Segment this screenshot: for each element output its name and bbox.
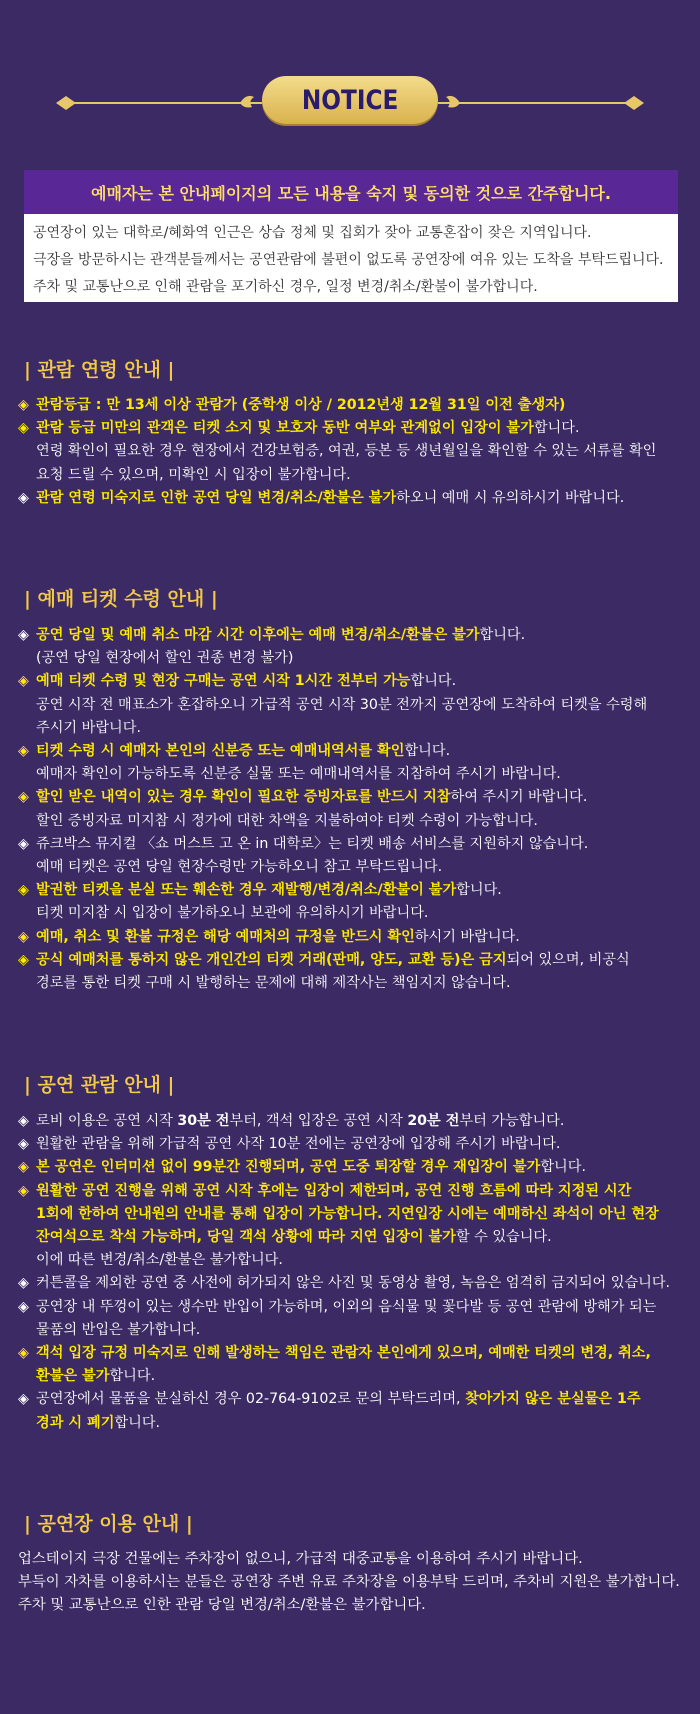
list-item: ◈ 할인 받은 내역이 있는 경우 확인이 필요한 증빙자료를 반드시 지참하여 주시기 바랍니다. bbox=[18, 786, 688, 809]
list-item: ◈ 객석 입장 규정 미숙지로 인해 발생하는 책임은 관람자 본인에게 있으며, 예매한 티켓의 변경, 취소, bbox=[18, 1342, 688, 1365]
list-item-continuation: 티켓 미지참 시 입장이 불가하오니 보관에 유의하시기 바랍니다. bbox=[36, 905, 429, 922]
list-item: ◈ 예매 티켓 수령 및 현장 구매는 공연 시작 1시간 전부터 가능합니다. bbox=[18, 670, 688, 693]
list-item-continuation: 경로를 통한 티켓 구매 시 발행하는 문제에 대해 제작사는 책임지지 않습니다. bbox=[36, 975, 511, 992]
list-item-continuation: 요청 드릴 수 있으며, 미확인 시 입장이 불가합니다. bbox=[36, 466, 351, 483]
list-item-continuation: 주시기 바랍니다. bbox=[36, 719, 141, 736]
diamond-left-icon bbox=[56, 96, 76, 110]
bullet-icon: ◈ bbox=[18, 420, 29, 437]
diamond-right-icon bbox=[624, 96, 644, 110]
section-age bbox=[18, 394, 688, 510]
list-item: ◈ 쥬크박스 뮤지컬 〈쇼 머스트 고 온 in 대학로〉는 티켓 배송 서비스를 지원하지 않습니다. bbox=[18, 833, 688, 856]
section-viewing bbox=[18, 1110, 688, 1435]
list-item: ◈ 발권한 티켓을 분실 또는 훼손한 경우 재발행/변경/취소/환불이 불가합니다. bbox=[18, 879, 688, 902]
list-item: ◈ 공연 당일 및 예매 취소 마감 시간 이후에는 예매 변경/취소/환불은 불가합니다. bbox=[18, 624, 688, 647]
list-item-continuation: 1회에 한하여 안내원의 안내를 통해 입장이 가능합니다. 지연입장 시에는 예매하신 좌석이 아닌 현장 bbox=[36, 1205, 659, 1222]
list-item: ◈ 커튼콜을 제외한 공연 중 사전에 허가되지 않은 사진 및 동영상 촬영, 녹음은 엄격히 금지되어 있습니다. bbox=[18, 1272, 688, 1295]
bullet-icon: ◈ bbox=[18, 397, 29, 413]
list-item: ◈ 관람등급 : 만 13세 이상 관람가 (중학생 이상 / 2012년생 12월 31일 이전 출생자) bbox=[18, 394, 688, 417]
bullet-icon: ◈ bbox=[18, 1298, 29, 1315]
bullet-icon: ◈ bbox=[18, 928, 29, 945]
agreement-line: 공연장이 있는 대학로/혜화역 인근은 상습 정체 및 집회가 잦아 교통혼잡이 잦은 지역입니다. bbox=[33, 225, 592, 241]
list-item: 부득이 자차를 이용하시는 분들은 공연장 주변 유료 주차장을 이용부탁 드리며, 주차비 지원은 불가합니다. bbox=[18, 1574, 680, 1591]
bullet-icon: ◈ bbox=[18, 882, 29, 899]
bullet-icon: ◈ bbox=[18, 1136, 29, 1153]
list-item-continuation: 물품의 반입은 불가합니다. bbox=[36, 1321, 201, 1338]
bullet-icon: ◈ bbox=[18, 951, 29, 968]
list-item: ◈ 로비 이용은 공연 시작 30분 전부터, 객석 입장은 공연 시작 20분 전부터 가능합니다. bbox=[18, 1110, 688, 1133]
notice-header bbox=[0, 76, 700, 128]
bullet-icon: ◈ bbox=[18, 1345, 29, 1362]
section-title-venue: | 공연장 이용 안내 | bbox=[24, 1513, 193, 1535]
agreement-box bbox=[24, 170, 678, 302]
agreement-line: 극장을 방문하시는 관객분들께서는 공연관람에 불편이 없도록 공연장에 여유 있는 도착을 부탁드립니다. bbox=[33, 252, 664, 268]
flourish-left-icon bbox=[240, 96, 254, 108]
agreement-title: 예매자는 본 안내페이지의 모든 내용을 숙지 및 동의한 것으로 간주합니다. bbox=[24, 170, 678, 214]
list-item-continuation: 연령 확인이 필요한 경우 현장에서 건강보험증, 여권, 등본 등 생년월일을 확인할 수 있는 서류를 확인 bbox=[36, 443, 657, 460]
list-item: 업스테이지 극장 건물에는 주차장이 없으니, 가급적 대중교통을 이용하여 주시기 바랍니다. bbox=[18, 1551, 583, 1567]
list-item: ◈ 관람 연령 미숙지로 인한 공연 당일 변경/취소/환불은 불가하오니 예매 시 유의하시기 바랍니다. bbox=[18, 487, 688, 510]
list-item: ◈ 공식 예매처를 통하지 않은 개인간의 티켓 거래(판매, 양도, 교환 등)은 금지되어 있으며, 비공식 bbox=[18, 949, 688, 972]
bullet-icon: ◈ bbox=[18, 743, 29, 760]
list-item-continuation: 환불은 불가합니다. bbox=[36, 1368, 156, 1385]
list-item-continuation: 이에 따른 변경/취소/환불은 불가합니다. bbox=[36, 1252, 283, 1269]
bullet-icon: ◈ bbox=[18, 1113, 29, 1129]
section-title-age: | 관람 연령 안내 | bbox=[24, 359, 175, 381]
section-title-viewing: | 공연 관람 안내 | bbox=[24, 1074, 175, 1096]
list-item: ◈ 공연장에서 물품을 분실하신 경우 02-764-9102로 문의 부탁드리며, 찾아가지 않은 분실물은 1주 bbox=[18, 1388, 688, 1411]
list-item: ◈ 티켓 수령 시 예매자 본인의 신분증 또는 예매내역서를 확인합니다. bbox=[18, 740, 688, 763]
bullet-icon: ◈ bbox=[18, 1275, 29, 1292]
bullet-icon: ◈ bbox=[18, 1182, 29, 1199]
agreement-line: 주차 및 교통난으로 인해 관람을 포기하신 경우, 일정 변경/취소/환불이 불가합니다. bbox=[33, 279, 538, 295]
list-item-continuation: 할인 증빙자료 미지참 시 정가에 대한 차액을 지불하여야 티켓 수령이 가능합니다. bbox=[36, 812, 538, 829]
list-item-continuation: 예매 티켓은 공연 당일 현장수령만 가능하오니 참고 부탁드립니다. bbox=[36, 859, 443, 876]
list-item: 주차 및 교통난으로 인한 관람 당일 변경/취소/환불은 불가합니다. bbox=[18, 1597, 426, 1614]
bullet-icon: ◈ bbox=[18, 673, 29, 690]
notice-label: NOTICE bbox=[301, 84, 399, 116]
bullet-icon: ◈ bbox=[18, 835, 29, 852]
list-item-continuation: 잔여석으로 착석 가능하며, 당일 객석 상황에 따라 지연 입장이 불가할 수 있습니다. bbox=[36, 1229, 552, 1246]
bullet-icon: ◈ bbox=[18, 1391, 29, 1408]
list-item: ◈ 본 공연은 인터미션 없이 99분간 진행되며, 공연 도중 퇴장할 경우 재입장이 불가합니다. bbox=[18, 1156, 688, 1179]
section-venue bbox=[18, 1548, 688, 1618]
section-ticket bbox=[18, 624, 688, 995]
list-item: ◈ 공연장 내 뚜껑이 있는 생수만 반입이 가능하며, 이외의 음식물 및 꽃다발 등 공연 관람에 방해가 되는 bbox=[18, 1296, 688, 1319]
list-item: ◈ 예매, 취소 및 환불 규정은 해당 예매처의 규정을 반드시 확인하시기 바랍니다. bbox=[18, 926, 688, 949]
bullet-icon: ◈ bbox=[18, 1159, 29, 1176]
list-item-continuation: 경과 시 폐기합니다. bbox=[36, 1414, 161, 1431]
agreement-lines bbox=[24, 214, 678, 301]
list-item: ◈ 원활한 공연 진행을 위해 공연 시작 후에는 입장이 제한되며, 공연 진행 흐름에 따라 지정된 시간 bbox=[18, 1180, 688, 1203]
bullet-icon: ◈ bbox=[18, 489, 29, 506]
list-item-continuation: (공연 당일 현장에서 할인 권종 변경 불가) bbox=[36, 650, 294, 667]
list-item: ◈ 관람 등급 미만의 관객은 티켓 소지 및 보호자 동반 여부와 관계없이 입장이 불가합니다. bbox=[18, 417, 688, 440]
bullet-icon: ◈ bbox=[18, 789, 29, 806]
flourish-right-icon bbox=[446, 96, 460, 108]
list-item: ◈ 원활한 관람을 위해 가급적 공연 사작 10분 전에는 공연장에 입장해 주시기 바랍니다. bbox=[18, 1133, 688, 1156]
bullet-icon: ◈ bbox=[18, 627, 29, 643]
notice-pill bbox=[262, 76, 438, 124]
section-title-ticket: | 예매 티켓 수령 안내 | bbox=[24, 588, 218, 610]
list-item-continuation: 공연 시작 전 매표소가 혼잡하오니 가급적 공연 시작 30분 전까지 공연장에 도착하여 티켓을 수령해 bbox=[36, 696, 648, 713]
list-item-continuation: 예매자 확인이 가능하도록 신분증 실물 또는 예매내역서를 지참하여 주시기 바랍니다. bbox=[36, 766, 561, 783]
